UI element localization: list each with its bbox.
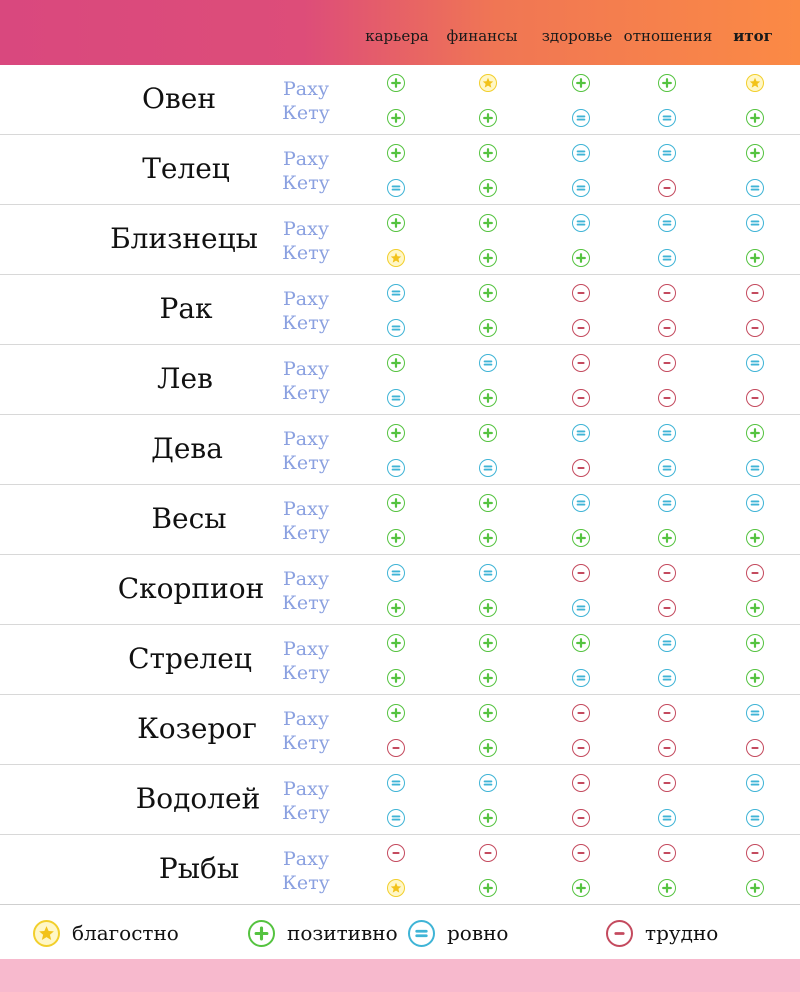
node-label-ketu: Кету [282, 592, 330, 614]
plus-icon [479, 704, 497, 722]
plus-icon [387, 214, 405, 232]
plus-icon [479, 109, 497, 127]
plus-icon [746, 249, 764, 267]
star-icon [746, 74, 764, 92]
minus-icon [572, 319, 590, 337]
equals-icon [387, 389, 405, 407]
table-row [0, 205, 800, 275]
minus-icon [658, 774, 676, 792]
column-header-total: итог [733, 27, 773, 45]
lunar-nodes-labels [282, 147, 330, 195]
node-label-ketu: Кету [282, 522, 330, 544]
equals-icon [572, 109, 590, 127]
equals-icon [479, 354, 497, 372]
equals-icon [746, 459, 764, 477]
equals-icon [479, 564, 497, 582]
star-icon [387, 879, 405, 897]
minus-icon [658, 704, 676, 722]
plus-icon [746, 109, 764, 127]
legend-item-minus [606, 907, 718, 959]
plus-icon [479, 389, 497, 407]
minus-icon [658, 599, 676, 617]
minus-icon [606, 920, 633, 947]
plus-icon [387, 669, 405, 687]
equals-icon [658, 144, 676, 162]
legend-label: ровно [447, 921, 509, 945]
table-row [0, 345, 800, 415]
node-label-rahu: Раху [282, 358, 330, 380]
table-row [0, 835, 800, 905]
node-label-rahu: Раху [282, 218, 330, 240]
equals-icon [572, 424, 590, 442]
zodiac-sign-label: Весы [151, 502, 227, 535]
equals-icon [746, 704, 764, 722]
equals-icon [658, 459, 676, 477]
plus-icon [658, 529, 676, 547]
plus-icon [387, 74, 405, 92]
table-row [0, 765, 800, 835]
node-label-ketu: Кету [282, 662, 330, 684]
zodiac-sign-label: Дева [151, 432, 223, 465]
plus-icon [746, 144, 764, 162]
table-row [0, 625, 800, 695]
node-label-rahu: Раху [282, 288, 330, 310]
lunar-nodes-labels [282, 777, 330, 825]
plus-icon [479, 249, 497, 267]
equals-icon [479, 459, 497, 477]
zodiac-sign-label: Рыбы [158, 852, 240, 885]
equals-icon [408, 920, 435, 947]
equals-icon [658, 809, 676, 827]
plus-icon [479, 494, 497, 512]
node-label-ketu: Кету [282, 802, 330, 824]
plus-icon [479, 529, 497, 547]
minus-icon [572, 774, 590, 792]
plus-icon [479, 599, 497, 617]
table-row [0, 415, 800, 485]
table-row [0, 555, 800, 625]
plus-icon [479, 879, 497, 897]
lunar-nodes-labels [282, 567, 330, 615]
zodiac-sign-label: Близнецы [110, 222, 258, 255]
equals-icon [746, 354, 764, 372]
lunar-nodes-labels [282, 497, 330, 545]
legend-item-equal [408, 907, 508, 959]
legend [0, 907, 800, 959]
plus-icon [746, 529, 764, 547]
node-label-ketu: Кету [282, 872, 330, 894]
minus-icon [387, 844, 405, 862]
zodiac-sign-label: Козерог [137, 712, 257, 745]
plus-icon [746, 424, 764, 442]
lunar-nodes-labels [282, 427, 330, 475]
equals-icon [572, 599, 590, 617]
plus-icon [746, 669, 764, 687]
plus-icon [479, 424, 497, 442]
minus-icon [572, 739, 590, 757]
minus-icon [572, 284, 590, 302]
plus-icon [479, 319, 497, 337]
lunar-nodes-labels [282, 707, 330, 755]
plus-icon [479, 179, 497, 197]
plus-icon [387, 494, 405, 512]
plus-icon [387, 599, 405, 617]
minus-icon [746, 284, 764, 302]
minus-icon [572, 459, 590, 477]
equals-icon [746, 809, 764, 827]
minus-icon [658, 319, 676, 337]
plus-icon [479, 809, 497, 827]
lunar-nodes-labels [282, 77, 330, 125]
lunar-nodes-labels [282, 217, 330, 265]
zodiac-sign-label: Овен [142, 82, 216, 115]
minus-icon [746, 844, 764, 862]
table-row [0, 135, 800, 205]
equals-icon [658, 634, 676, 652]
equals-icon [746, 494, 764, 512]
minus-icon [572, 844, 590, 862]
equals-icon [658, 109, 676, 127]
equals-icon [658, 494, 676, 512]
minus-icon [658, 354, 676, 372]
table-row [0, 65, 800, 135]
table-row [0, 275, 800, 345]
equals-icon [572, 214, 590, 232]
plus-icon [479, 634, 497, 652]
plus-icon [658, 879, 676, 897]
zodiac-sign-label: Рак [159, 292, 213, 325]
node-label-rahu: Раху [282, 498, 330, 520]
legend-label: позитивно [287, 921, 398, 945]
table-header [0, 0, 800, 65]
star-icon [33, 920, 60, 947]
equals-icon [572, 179, 590, 197]
plus-icon [572, 529, 590, 547]
equals-icon [387, 459, 405, 477]
footer-bar [0, 959, 800, 992]
plus-icon [387, 529, 405, 547]
equals-icon [387, 319, 405, 337]
plus-icon [479, 284, 497, 302]
plus-icon [248, 920, 275, 947]
node-label-rahu: Раху [282, 638, 330, 660]
plus-icon [387, 354, 405, 372]
column-header-relationships: отношения [623, 27, 713, 45]
legend-label: трудно [645, 921, 719, 945]
zodiac-sign-label: Скорпион [117, 572, 265, 605]
legend-item-star [33, 907, 179, 959]
equals-icon [746, 214, 764, 232]
equals-icon [572, 494, 590, 512]
zodiac-sign-label: Лев [157, 362, 213, 395]
minus-icon [658, 564, 676, 582]
minus-icon [572, 389, 590, 407]
plus-icon [746, 634, 764, 652]
minus-icon [658, 284, 676, 302]
column-header-career: карьера [365, 27, 429, 45]
plus-icon [479, 669, 497, 687]
plus-icon [572, 634, 590, 652]
star-icon [479, 74, 497, 92]
minus-icon [658, 739, 676, 757]
minus-icon [658, 179, 676, 197]
plus-icon [572, 879, 590, 897]
legend-label: благостно [72, 921, 179, 945]
node-label-ketu: Кету [282, 172, 330, 194]
plus-icon [387, 144, 405, 162]
plus-icon [479, 214, 497, 232]
equals-icon [658, 424, 676, 442]
node-label-rahu: Раху [282, 848, 330, 870]
zodiac-sign-label: Стрелец [128, 642, 252, 675]
minus-icon [746, 319, 764, 337]
plus-icon [479, 739, 497, 757]
equals-icon [387, 564, 405, 582]
equals-icon [658, 249, 676, 267]
equals-icon [479, 774, 497, 792]
star-icon [387, 249, 405, 267]
equals-icon [387, 179, 405, 197]
minus-icon [572, 704, 590, 722]
legend-item-plus [248, 907, 398, 959]
equals-icon [746, 774, 764, 792]
plus-icon [387, 424, 405, 442]
equals-icon [572, 669, 590, 687]
column-header-health: здоровье [541, 27, 613, 45]
node-label-rahu: Раху [282, 568, 330, 590]
minus-icon [658, 389, 676, 407]
equals-icon [658, 214, 676, 232]
lunar-nodes-labels [282, 357, 330, 405]
minus-icon [572, 809, 590, 827]
lunar-nodes-labels [282, 847, 330, 895]
minus-icon [746, 739, 764, 757]
node-label-rahu: Раху [282, 428, 330, 450]
node-label-ketu: Кету [282, 102, 330, 124]
plus-icon [479, 144, 497, 162]
minus-icon [479, 844, 497, 862]
plus-icon [658, 74, 676, 92]
plus-icon [746, 879, 764, 897]
minus-icon [658, 844, 676, 862]
plus-icon [387, 634, 405, 652]
minus-icon [746, 389, 764, 407]
plus-icon [387, 109, 405, 127]
equals-icon [387, 284, 405, 302]
minus-icon [572, 564, 590, 582]
zodiac-sign-label: Водолей [135, 782, 261, 815]
node-label-ketu: Кету [282, 382, 330, 404]
lunar-nodes-labels [282, 637, 330, 685]
table-row [0, 695, 800, 765]
zodiac-sign-label: Телец [142, 152, 230, 185]
column-header-finance: финансы [446, 27, 518, 45]
node-label-rahu: Раху [282, 708, 330, 730]
equals-icon [572, 144, 590, 162]
equals-icon [387, 809, 405, 827]
node-label-rahu: Раху [282, 78, 330, 100]
node-label-ketu: Кету [282, 242, 330, 264]
minus-icon [746, 564, 764, 582]
node-label-ketu: Кету [282, 312, 330, 334]
equals-icon [658, 669, 676, 687]
lunar-nodes-labels [282, 287, 330, 335]
equals-icon [387, 774, 405, 792]
plus-icon [746, 599, 764, 617]
node-label-ketu: Кету [282, 452, 330, 474]
plus-icon [572, 249, 590, 267]
node-label-ketu: Кету [282, 732, 330, 754]
table-row [0, 485, 800, 555]
node-label-rahu: Раху [282, 148, 330, 170]
plus-icon [387, 704, 405, 722]
equals-icon [746, 179, 764, 197]
node-label-rahu: Раху [282, 778, 330, 800]
minus-icon [572, 354, 590, 372]
plus-icon [572, 74, 590, 92]
minus-icon [387, 739, 405, 757]
